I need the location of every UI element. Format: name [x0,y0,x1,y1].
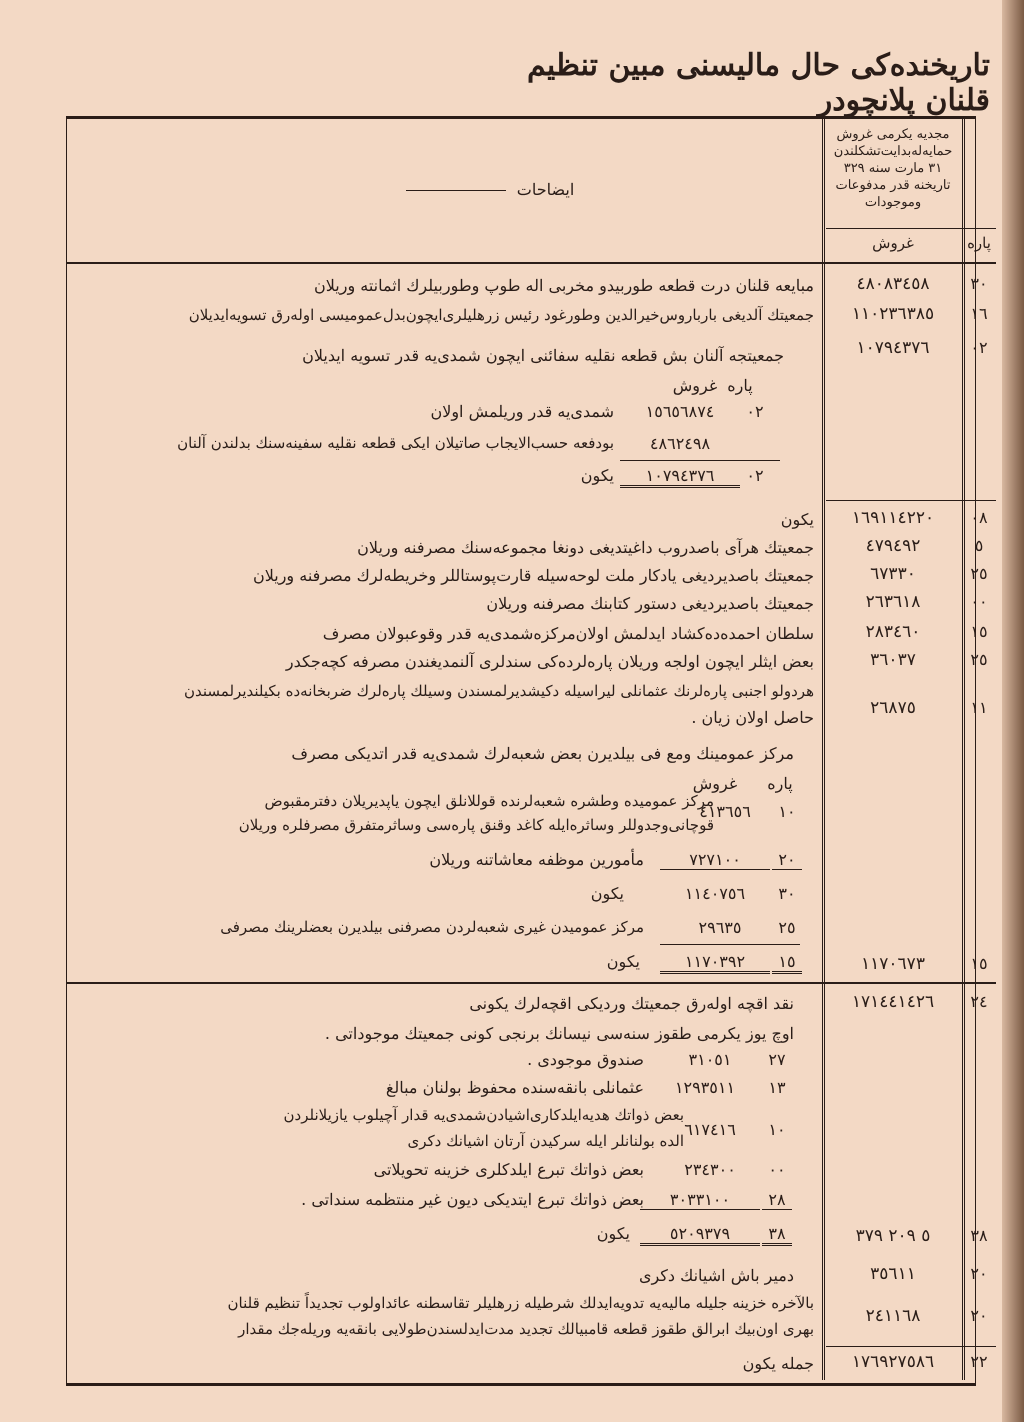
sub-para: ٣٠ [778,884,796,903]
entry-para: ٢٠ [970,1264,988,1283]
sub-description: یكون [596,1224,630,1243]
amount-header-line: وموجودات [864,195,922,210]
entry-description: مبایعه قلنان درت قطعه طوربیدو مخربی اله طوپ وطوربیلرك اثمانته وریلان [313,276,814,295]
sub-amount: ٣٠٣٣١٠٠ [640,1190,760,1210]
sub-description: بعض ذواتك هدیه‌ایلدكاری‌اشیادن‌شمدی‌یه قدار آچیلوب یازیلانلردن [283,1106,684,1124]
sub-head-para: پاره [767,774,793,793]
sub-description: بودفعه حسب‌الایجاب صاتیلان ایكی قطعه نقلیه سفینه‌سنك بدلندن آلنان [177,434,614,452]
entry-description: جمعیتك باصدیردیغی دستور كتابنك مصرفنه وریلان [486,594,814,613]
entry-description: بهری اون‌بیك ابرالق طقوز قطعه قامبیالك تجدید مدت‌ایدلسندن‌طولایی بانقه‌یه وریله‌جك مقدار [238,1320,814,1338]
sub-para: ٢٨ [762,1190,792,1210]
entry-para: ١٥ [970,954,988,973]
entry-para: ١٥ [970,622,988,641]
sub-rule [620,460,780,461]
sub-description: عثمانلی بانقه‌سنده محفوظ بولنان مبالغ [385,1078,644,1097]
sub-amount: ٧٢٧١٠٠ [660,850,770,870]
entry-amount: ٢٦٨٧٥ [870,698,916,718]
sub-amount: ١٠٧٩٤٣٧٦ [620,466,740,488]
amount-header-line: ۳۱ مارت سنه ۳۲۹ [843,161,943,176]
sub-description: بعض ذواتك تبرع ایتدیكی دیون غیر منتظمه سنداتی . [301,1190,644,1209]
sub-head-gurus: غروش [692,774,738,793]
sub-description: مركز عمومیدن غیری شعبه‌لردن مصرفنی بیلدیرن بعضلرینك مصرفی [220,918,644,936]
sub-description: یكون [580,466,614,485]
sub-para: ٠٠ [768,1160,786,1179]
sub-description: صندوق موجودی . [527,1050,644,1069]
grand-total-amount: ١٧٦٩٢٧٥٨٦ [851,1352,935,1372]
entry-description: جمعیتجه آلنان بش قطعه نقلیه سفائنی ایچون شمدی‌یه قدر تسویه ایدیلان [302,346,784,365]
entry-description: هردولو اجنبی پاره‌لرنك عثمانلی لیراسیله دكیشدیرلمسندن وسیلك پاره‌لرك ضربخانه‌ده بكیلندیرلمسندن [184,682,814,700]
sub-description: شمدی‌یه قدر وریلمش اولان [430,402,614,421]
entry-description: جمعیتك آلدیغی باربارو‌س‌خیرالدین وطورغود رئیس زرهلیلری‌ایچون‌بدل‌عمومیسی اوله‌رق تسویه‌ایدیلان [188,306,814,324]
sub-para: ٣٨ [762,1224,792,1246]
entry-amount: ١١٠٢٣٦٣٨٥ [851,304,935,324]
entry-description: جمعیتك هرآی باصدروب داغیتدیغی دونغا مجموعه‌سنك مصرفنه وریلان [357,538,814,557]
subtotal-rule [826,500,996,501]
sub-para: ١٠ [768,1120,786,1139]
entry-amount: ١١٧٠٦٧٣ [861,954,925,974]
total-amount: ١٧١٤٤١٤٢٦ [851,992,935,1012]
sub-amount: ٢٣٤٣٠٠ [684,1160,736,1179]
gurus-header: غروش [872,234,914,252]
sub-para: ٢٠ [772,850,802,870]
entry-para: ٢٥ [970,564,988,583]
sub-description: یكون [606,952,640,971]
explanation-header [330,180,650,199]
entry-amount: ٣٥٦١١ [870,1264,916,1284]
sub-rule [660,944,800,945]
entry-amount: ٤٨٠٨٣٤٥٨ [856,274,930,294]
entry-description: دمیر باش اشیانك دكری [638,1266,794,1285]
sub-amount: ١١٧٠٣٩٢ [660,952,770,974]
sub-intro: مركز عمومینك ومع فی بیلدیرن بعض شعبه‌لرك شمدی‌یه قدر اتدیكی مصرف [291,744,794,763]
entry-amount: ٢٦٣٦١٨ [865,592,921,612]
entry-amount: ٢٨٣٤٦٠ [865,622,921,642]
grand-total-para: ٢٢ [970,1352,988,1371]
amount-header-line: تاریخنه قدر مدفوعات [835,178,951,193]
entry-amount: ٥ ٢٠٩ ٣٧٩ [855,1226,931,1246]
sub-para: ٢٥ [778,918,796,937]
sub-para: ٢٧ [768,1050,786,1069]
subtotal-description: یكون [780,510,814,529]
sub-description: قوچانی‌وجدوللر وساثره‌ایله كاغد وقنق پاره‌سی وساثرمتفرق مصرفلره وریلان [238,816,714,834]
sub-para: ١٣ [768,1078,786,1097]
page-title: تاریخنده‌كی حال مالیسنی مبین تنظیم قلنان پلانچودر [526,48,990,118]
entry-amount: ٤٧٩٤٩٢ [865,536,921,556]
entry-para: ٣٨ [970,1226,988,1245]
sub-description: مركز عمومیده وطشره شعبه‌لرنده قوللانلق ایچون یاپدیریلان دفترمقبوض [264,792,714,810]
cash-intro: اوچ یوز یكرمی طقوز سنه‌سی نیسانك برنجی كونی جمعیتك موجوداتی . [324,1024,794,1043]
total-para: ٢٤ [970,992,988,1011]
entry-amount: ١٠٧٩٤٣٧٦ [856,338,930,358]
column-divider-amount [822,116,825,1380]
entry-para: ١١ [970,698,988,717]
amount-header [826,126,960,211]
para-header: پاره [967,234,991,252]
entry-description: جمعیتك باصدیردیغی یادكار ملت لوحه‌سیله قارت‌پوستاللر وخریطه‌لرك مصرفنه وریلان [252,566,814,585]
header-divider [826,228,996,229]
sub-amount: ٥٢٠٩٣٧٩ [640,1224,760,1246]
subtotal-amount: ١٦٩١١٤٢٢٠ [851,508,935,528]
entry-para: ٥ [974,536,984,555]
sub-head-para: پاره [727,376,753,395]
sub-amount: ١٥٦٥٦٨٧٤ [645,402,715,421]
subtotal-para: ٠٨ [970,508,988,527]
page-edge [1002,0,1024,1422]
entry-description: سلطان احمده‌ده‌كشاد ایدلمش اولان‌مركزه‌شمدی‌یه قدر وقوعبولان مصرف [322,624,814,643]
amount-header-line: مجدیه یكرمی غروش [836,127,950,142]
sub-description: الده بولنانلر ایله سركیدن آرتان اشیانك دكری [407,1132,684,1150]
sub-para: ٠٢ [746,466,764,485]
entry-description: بالآخره خزینه جلیله مالیه‌یه تدویه‌ایدلك شرطیله زرهلیلر تقاسطنه عائداولوب تجدیداً تنظیم قلنان [227,1294,814,1312]
amount-header-line: حمایه‌له‌بدایت‌تشكلندن [833,144,953,159]
grand-total-description: جمله یكون [742,1354,814,1373]
entry-amount: ٢٤١١٦٨ [865,1306,921,1326]
sub-amount: ٤٨٦٢٤٩٨ [649,434,711,453]
entry-para: ٢٠ [970,1306,988,1325]
explanation-label: ایضاحات [516,180,575,199]
entry-para: ٠٢ [970,338,988,357]
entry-para: ٠٠ [970,592,988,611]
sub-description: یكون [590,884,624,903]
sub-para: ٠٢ [746,402,764,421]
section-rule [66,982,996,984]
grand-total-rule [826,1346,996,1347]
sub-description: بعض ذواتك تبرع ایلدكلری خزینه تحویلاتی [373,1160,644,1179]
header-rule [66,262,996,264]
entry-para: ٣٠ [970,274,988,293]
sub-amount: ٢٩٦٣٥ [698,918,742,937]
sub-description: مأمورین موظفه معاشاتنه وریلان [429,850,644,869]
sub-head-gurus: غروش [672,376,718,395]
sub-amount: ٤١٣٦٥٦ [699,802,751,821]
entry-description: حاصل اولان زیان . [691,708,814,727]
sub-amount: ٣١٠٥١ [688,1050,732,1069]
sub-para: ١٠ [778,802,796,821]
entry-amount: ٣٦٠٣٧ [870,650,916,670]
total-description: نقد اقچه اوله‌رق جمعیتك وردیكی اقچه‌لرك یكونی [469,994,794,1013]
entry-para: ١٦ [970,304,988,323]
sub-amount: ١٢٩٣٥١١ [674,1078,736,1097]
entry-amount: ٦٧٣٣٠ [870,564,916,584]
entry-description: بعض ایثلر ایچون اولجه وریلان پاره‌لرده‌كی سندلری آلنمدیغندن مصرفه كچه‌جكدر [285,652,814,671]
entry-para: ٢٥ [970,650,988,669]
sub-amount: ٦١٧٤١٦ [684,1120,736,1139]
sub-para: ١٥ [772,952,802,974]
sub-amount: ١١٤٠٧٥٦ [684,884,746,903]
